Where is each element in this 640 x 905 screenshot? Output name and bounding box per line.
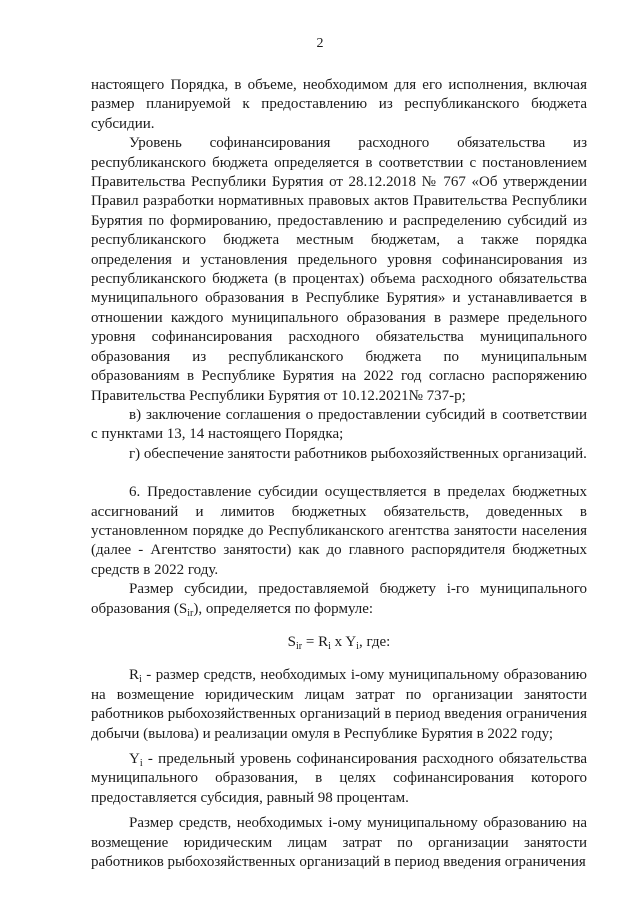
paragraph-subsidy-size-lead xyxy=(91,580,587,619)
formula-r-sub: i xyxy=(328,640,331,652)
document-body xyxy=(91,76,587,872)
definition-r-symbol: R xyxy=(129,667,140,684)
formula-y-sub: i xyxy=(356,640,359,652)
paragraph-closing: Размер средств, необходимых i-ому муниципальному образованию на возмещение юридическим лицам затрат по организации занятости работников рыбохозяйственных организаций в период введения ограничения xyxy=(91,815,587,871)
definition-r-sub: i xyxy=(139,674,142,686)
lead-text-before: Размер субсидии, предоставляемой бюджету i-го муниципального образования (S xyxy=(91,581,587,617)
formula-tail: , где: xyxy=(358,633,391,650)
formula-s: S xyxy=(287,633,297,650)
formula-eq: = R xyxy=(302,633,329,650)
definition-r xyxy=(91,666,587,744)
definition-r-text: - размер средств, необходимых i-ому муниципальному образованию на возмещение юридическим лицам затрат по организации занятости работников рыбохозяйственных организаций в период введения ограничения добычи (вылова) и реализации омуля в Республике Бурятия в 2022 году; xyxy=(91,667,587,742)
formula-mult: x Y xyxy=(330,633,357,650)
formula-s-sub: ir xyxy=(296,640,303,652)
paragraph-section-6: 6. Предоставление субсидии осуществляется в пределах бюджетных ассигнований и лимитов бюджетных обязательств, доведенных в установленном порядке до Республиканского агентства занятости населения (далее - Агентство занятости) как до главного распорядителя бюджетных средств в 2022 году. xyxy=(91,484,587,578)
definition-y-symbol: Y xyxy=(129,751,140,767)
paragraph-continuation: настоящего Порядка, в объеме, необходимом для его исполнения, включая размер планируемой к предоставлению из республиканского бюджета субсидии. xyxy=(91,77,587,132)
definition-y-text: - предельный уровень софинансирования расходного обязательства муниципального образования, в целях софинансирования которого предоставляется субсидия, равный 98 процентам. xyxy=(91,751,587,806)
lead-text-after: ), определяется по формуле: xyxy=(193,600,374,617)
list-item-v: в) заключение соглашения о предоставлении субсидий в соответствии с пунктами 13, 14 настоящего Порядка; xyxy=(91,406,587,443)
definition-y-sub: i xyxy=(139,758,143,769)
lead-subscript: ir xyxy=(187,607,194,619)
paragraph-cofinancing-level: Уровень софинансирования расходного обязательства из республиканского бюджета определяется в соответствии с постановлением Правительства Республики Бурятия от 28.12.2018 № 767 «Об утверждении Правил разработки нормативных правовых актов Правительства Республики Бурятия по формированию, предоставлению и распределению субсидий из республиканского бюджета местным бюджетам, а также порядка определения и установления предельного уровня софинансирования из республиканского бюджета (в процентах) объема расходного обязательства муниципального образования в Республике Бурятия» и устанавливается в отношении каждого муниципального образования в размере предельного уровня софинансирования расходного обязательства муниципального образования из республиканского бюджета по муниципальным образованиям в Республике Бурятия на 2022 год согласно распоряжению Правительства Республики Бурятия от 10.12.2021№ 737-р; xyxy=(91,135,587,404)
definition-y xyxy=(91,750,587,808)
list-item-g: г) обеспечение занятости работников рыбохозяйственных организаций. xyxy=(129,445,587,462)
page-number: 2 xyxy=(316,36,324,51)
subsidy-formula xyxy=(91,633,587,652)
